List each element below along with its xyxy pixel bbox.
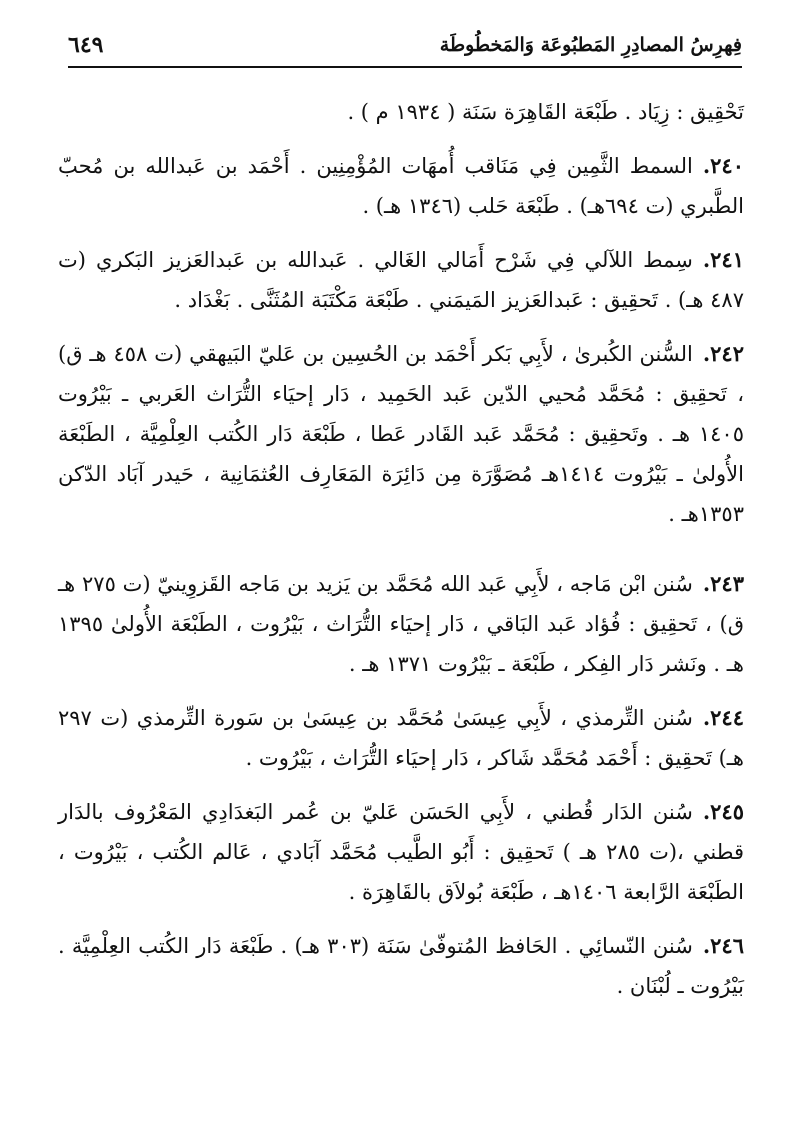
bibliography-entry-continuation bbox=[58, 92, 744, 132]
entry-text: سِمط اللآلي فِي شَرْح أَمَالي الغَالي . عَبدالله بن عَبدالعَزيز البَكري (ت ٤٨٧ هـ) . تَحقِيق : عَبدالعَزيز المَيمَني . طَبْعَة مَكْتَبَة المُثَنَّى . بَغْدَاد . bbox=[58, 248, 744, 312]
entry-text: السمط الثَّمِين فِي مَنَاقب أُمهَات المُؤْمِنِين . أَحْمَد بن عَبدالله بن مُحبّ الطَّبري (ت ٦٩٤هـ) . طَبْعَة حَلب (١٣٤٦ هـ) . bbox=[58, 154, 744, 218]
entry-number: ٢٤٠. bbox=[702, 153, 744, 178]
page-number: ٦٤٩ bbox=[68, 32, 104, 58]
page-header bbox=[68, 28, 742, 68]
bibliography-entry-242 bbox=[58, 334, 744, 534]
entry-text: سُنن التِّرمذي ، لأَبِي عِيسَىٰ مُحَمَّد بن عِيسَىٰ بن سَورة التِّرمذي (ت ٢٩٧ هـ) تَحقِيق : أَحْمَد مُحَمَّد شَاكر ، دَار إحيَاء التُّرَاث ، بَيْرُوت . bbox=[58, 706, 744, 770]
bibliography-entry-246 bbox=[58, 926, 744, 1006]
entry-number: ٢٤٤. bbox=[702, 705, 744, 730]
bibliography-entry-243 bbox=[58, 564, 744, 684]
bibliography-entry-245 bbox=[58, 792, 744, 912]
bibliography-entry-241 bbox=[58, 240, 744, 320]
entry-number: ٢٤٥. bbox=[702, 799, 744, 824]
running-title: فِهرِسُ المصادِرِ المَطبُوعَة وَالمَخطُوطَة bbox=[439, 34, 742, 56]
entry-text: سُنن ابْن مَاجه ، لأَبِي عَبد الله مُحَمَّد بن يَزيد بن مَاجه القَزوِينيّ (ت ٢٧٥ هـ ق) ، تَحقِيق : فُؤاد عَبد البَاقي ، دَار إحيَاء التُّرَاث ، بَيْرُوت ، الطَبْعَة الأُولىٰ ١٣٩٥ هـ . ونَشر دَار الفِكر ، طَبْعَة ـ بَيْرُوت ١٣٧١ هـ . bbox=[58, 572, 744, 676]
entry-text: سُنن الدَار قُطني ، لأَبِي الحَسَن عَليّ بن عُمر البَغدَادِي المَعْرُوف بالدَار قطني ،(ت ٢٨٥ هـ ) تَحقِيق : أَبُو الطَّيب مُحَمَّد آبَادي ، عَالم الكُتب ، بَيْرُوت ، الطَبْعَة الرَّابعة ١٤٠٦هـ ، طَبْعَة بُولاَق بالقَاهِرَة . bbox=[58, 800, 744, 904]
bibliography-list bbox=[58, 92, 744, 1020]
entry-text: سُنن النّسائِي . الحَافظ المُتوفّىٰ سَنَة (٣٠٣ هـ) . طَبْعَة دَار الكُتب العِلْمِيَّة . بَيْرُوت ـ لُبْنَان . bbox=[58, 934, 744, 998]
bibliography-entry-244 bbox=[58, 698, 744, 778]
entry-number: ٢٤٦. bbox=[702, 933, 744, 958]
bibliography-entry-240 bbox=[58, 146, 744, 226]
entry-number: ٢٤٣. bbox=[702, 571, 744, 596]
entry-text: السُّنن الكُبرىٰ ، لأَبِي بَكر أَحْمَد بن الحُسِين بن عَليّ البَيهقي (ت ٤٥٨ هـ ق) ، تَحقِيق : مُحَمَّد مُحيي الدّين عَبد الحَمِيد ، دَار إحيَاء التُّرَاث العَربي ـ بَيْرُوت ١٤٠٥ هـ . وتَحقِيق : مُحَمَّد عَبد القَادر عَطا ، طَبْعَة دَار الكُتب العِلْمِيَّة ، الطَبْعَة الأُولىٰ ـ بَيْرُوت ١٤١٤هـ مُصَوَّرَة مِن دَائِرَة المَعَارِف العُثمَانِية ، حَيدر آبَاد الدّكن ١٣٥٣هـ . bbox=[58, 342, 744, 526]
entry-text: تَحْقِيق : زِيَاد . طَبْعَة القَاهِرَة سَنَة ( ١٩٣٤ م ) . bbox=[347, 100, 744, 124]
entry-number: ٢٤٢. bbox=[702, 341, 744, 366]
entry-number: ٢٤١. bbox=[702, 247, 744, 272]
header-rule bbox=[68, 66, 742, 68]
